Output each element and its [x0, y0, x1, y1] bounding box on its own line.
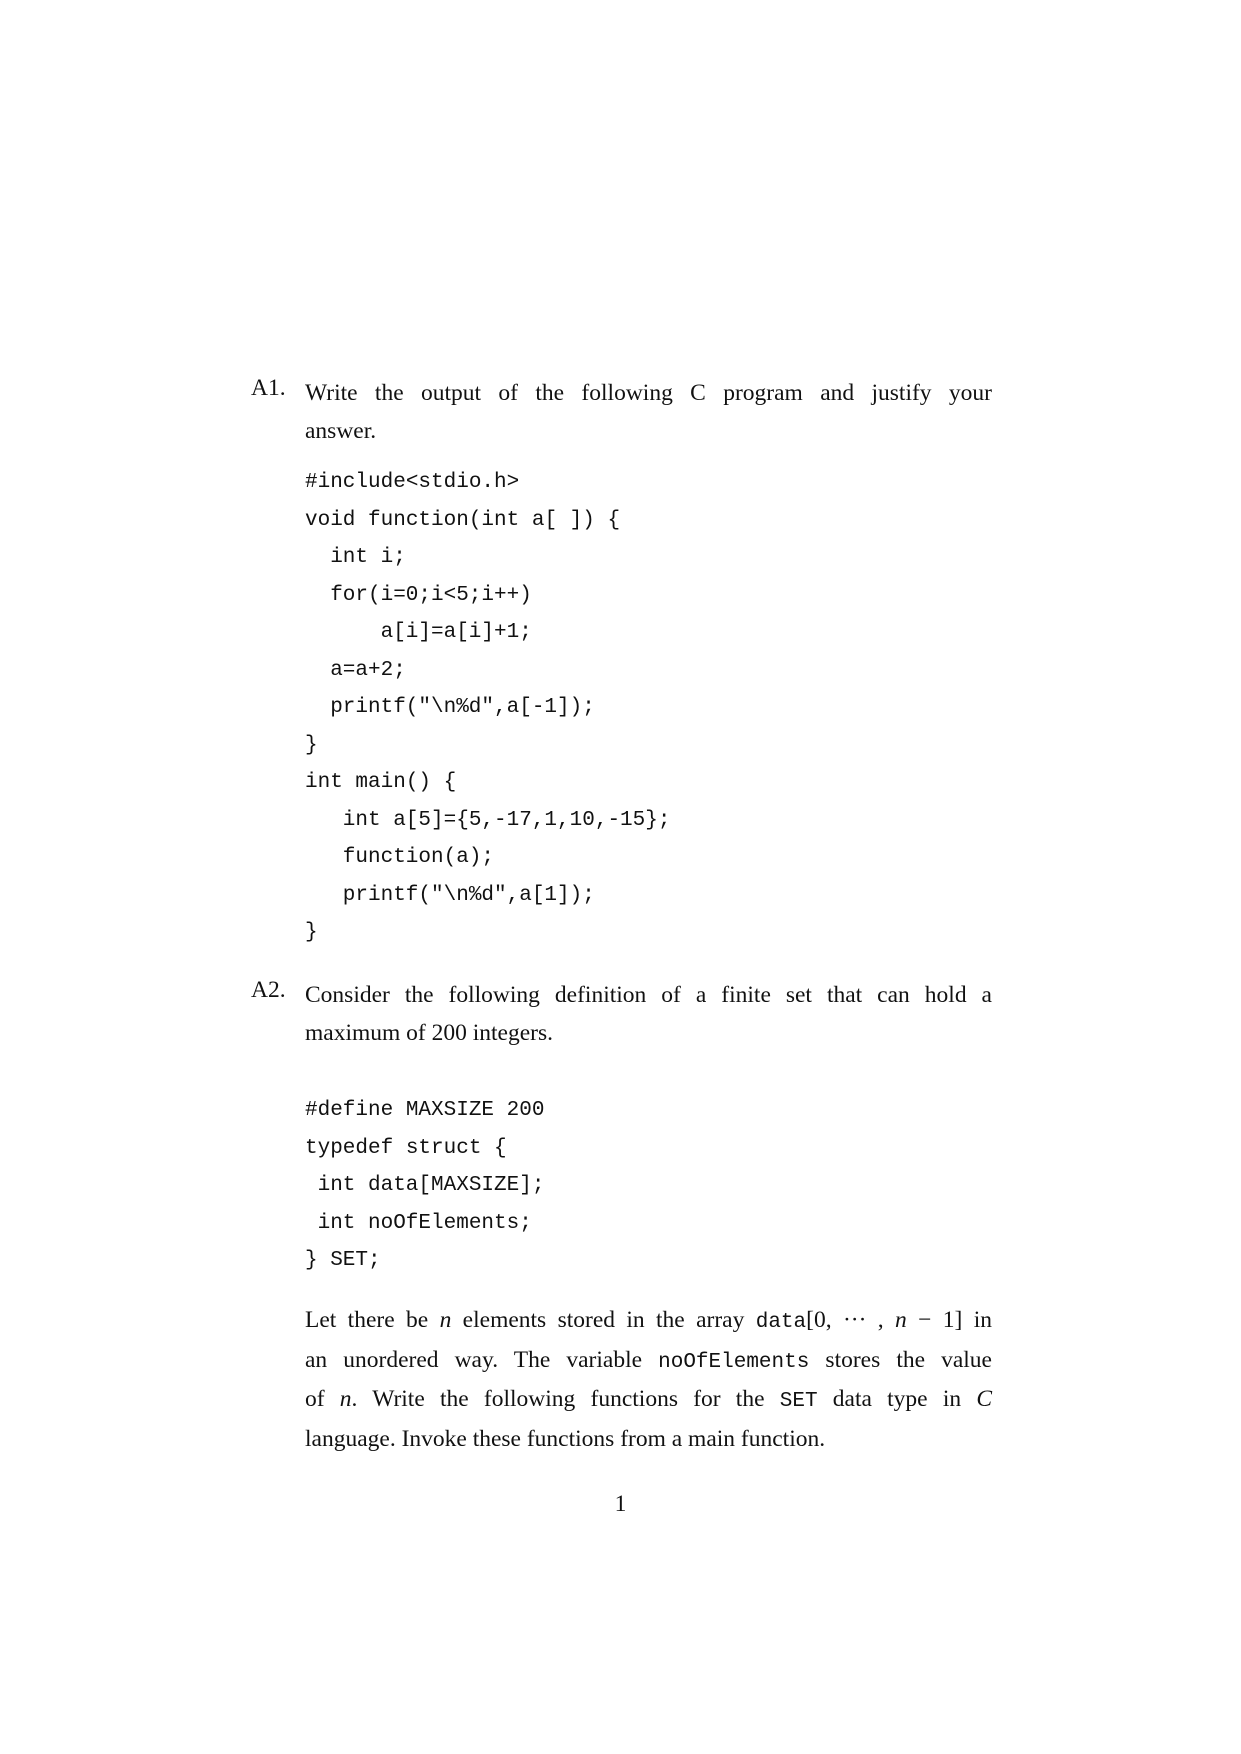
code-line: #include<stdio.h> [305, 471, 520, 494]
inline-code: noOfElements [658, 1350, 810, 1374]
math-variable: n [895, 1307, 907, 1333]
text: data type in [817, 1386, 977, 1412]
question-text [305, 375, 992, 450]
code-line: } [305, 733, 318, 757]
text: an unordered way. The variable [305, 1346, 659, 1373]
text: . Write the following functions for the [351, 1386, 780, 1412]
inline-code: data [755, 1311, 807, 1334]
text: of [305, 1386, 340, 1412]
page-number: 1 [614, 1491, 627, 1517]
text: stores the value [809, 1346, 992, 1373]
code-line: for(i=0;i<5;i++) [330, 583, 532, 607]
code-line: } [305, 921, 318, 944]
code-line: printf("\n%d",a[1]); [342, 883, 595, 907]
code-line: int noOfElements; [317, 1211, 532, 1235]
paragraph-line [305, 1302, 992, 1342]
question-text-line: maximum of 200 integers. [305, 1019, 554, 1046]
question-label: A1. [251, 375, 286, 401]
inline-code: SET [779, 1390, 818, 1413]
question-text-line: Consider the following definition of a finite set that can hold a [305, 982, 992, 1008]
text: Let there be [305, 1307, 440, 1333]
math-variable: n [339, 1386, 352, 1412]
text: − 1] in [906, 1307, 992, 1333]
math-variable: C [976, 1386, 992, 1412]
question-text-line: answer. [305, 417, 377, 444]
code-line: #define MAXSIZE 200 [305, 1099, 545, 1122]
paragraph-line: language. Invoke these functions from a main function. [305, 1425, 826, 1452]
text: elements stored in the array [451, 1307, 756, 1333]
code-line: a=a+2; [330, 658, 406, 682]
text: [0, ··· , [806, 1307, 896, 1333]
code-line: void function(int a[ ]) { [305, 508, 621, 532]
math-variable: n [439, 1307, 452, 1333]
question-label: A2. [251, 977, 286, 1003]
code-line: int data[MAXSIZE]; [317, 1174, 545, 1197]
question-text [305, 977, 992, 1052]
paragraph-line [305, 1342, 992, 1382]
question-text-line: Write the output of the following C program and justify your [305, 380, 992, 406]
code-line: function(a); [342, 846, 495, 869]
code-line: int main() { [305, 771, 457, 794]
code-line: int i; [330, 546, 406, 569]
code-line: } SET; [305, 1249, 381, 1272]
paragraph-line [305, 1381, 992, 1421]
code-line: printf("\n%d",a[-1]); [330, 696, 595, 719]
code-line: typedef struct { [305, 1136, 507, 1160]
description-paragraph [305, 1302, 992, 1458]
code-line: a[i]=a[i]+1; [380, 621, 532, 644]
code-line: int a[5]={5,-17,1,10,-15}; [342, 808, 671, 832]
